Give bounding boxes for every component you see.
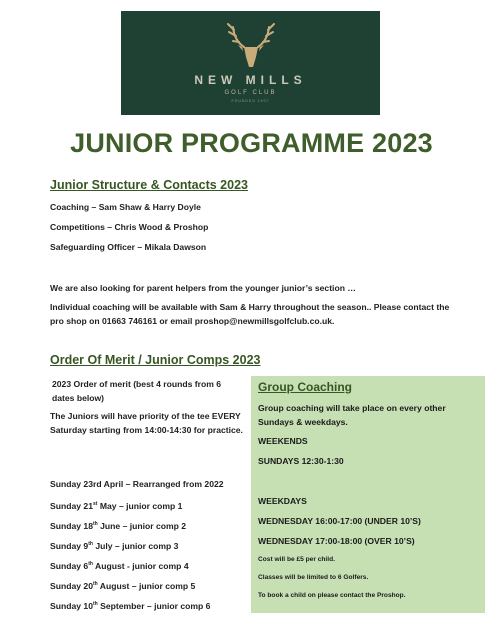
individual-coaching-note: Individual coaching will be available with Sam & Harry throughout the season.. Please contact the pro shop on 01663 746161 or email proshop@newmillsgolfclub.co.uk.: [50, 302, 450, 326]
parent-helpers-note: We are also looking for parent helpers from the younger junior’s section …: [50, 283, 356, 293]
safeguarding-contact: Safeguarding Officer – Mikala Dawson: [50, 242, 207, 252]
cost-note: Cost will be £5 per child.: [258, 556, 335, 563]
weekdays-label: WEEKDAYS: [258, 496, 307, 506]
merit-intro: 2023 Order of merit (best 4 rounds from 6 dates below): [52, 379, 222, 403]
comp-date-2: Sunday 18th June – junior comp 2: [50, 520, 187, 531]
club-subtitle: GOLF CLUB: [224, 90, 277, 96]
competitions-contact: Competitions – Chris Wood & Proshop: [50, 222, 209, 232]
comp-date-3: Sunday 9th July – junior comp 3: [50, 540, 179, 551]
class-limit-note: Classes will be limited to 6 Golfers.: [258, 574, 369, 581]
wednesday-under-10: WEDNESDAY 16:00-17:00 (UNDER 10’S): [258, 516, 421, 526]
group-coaching-heading: Group Coaching: [258, 380, 352, 394]
rearranged-date: Sunday 23rd April – Rearranged from 2022: [50, 479, 224, 489]
group-coaching-intro: Group coaching will take place on every other Sundays & weekdays.: [258, 403, 446, 427]
club-logo: [121, 11, 380, 115]
club-founded: FOUNDED 1907: [231, 99, 270, 103]
comp-date-6: Sunday 10th September – junior comp 6: [50, 600, 211, 611]
comp-date-1: Sunday 21st May – junior comp 1: [50, 500, 183, 511]
comp-date-5: Sunday 20th August – junior comp 5: [50, 580, 196, 591]
sundays-time: SUNDAYS 12:30-1:30: [258, 456, 344, 466]
booking-note: To book a child on please contact the Proshop.: [258, 592, 406, 599]
group-coaching-panel: [251, 376, 485, 613]
coaching-contact: Coaching – Sam Shaw & Harry Doyle: [50, 202, 201, 212]
stag-icon: [224, 21, 278, 73]
merit-heading: Order Of Merit / Junior Comps 2023: [50, 353, 261, 367]
weekends-label: WEEKENDS: [258, 436, 308, 446]
club-name: NEW MILLS: [194, 73, 307, 87]
comp-date-4: Sunday 6th August - junior comp 4: [50, 560, 189, 571]
tee-priority-note: The Juniors will have priority of the tee EVERY Saturday starting from 14:00-14:30 for practice.: [50, 411, 243, 435]
wednesday-over-10: WEDNESDAY 17:00-18:00 (OVER 10’S): [258, 536, 415, 546]
structure-heading: Junior Structure & Contacts 2023: [50, 178, 248, 192]
page-title: JUNIOR PROGRAMME 2023: [70, 128, 433, 158]
